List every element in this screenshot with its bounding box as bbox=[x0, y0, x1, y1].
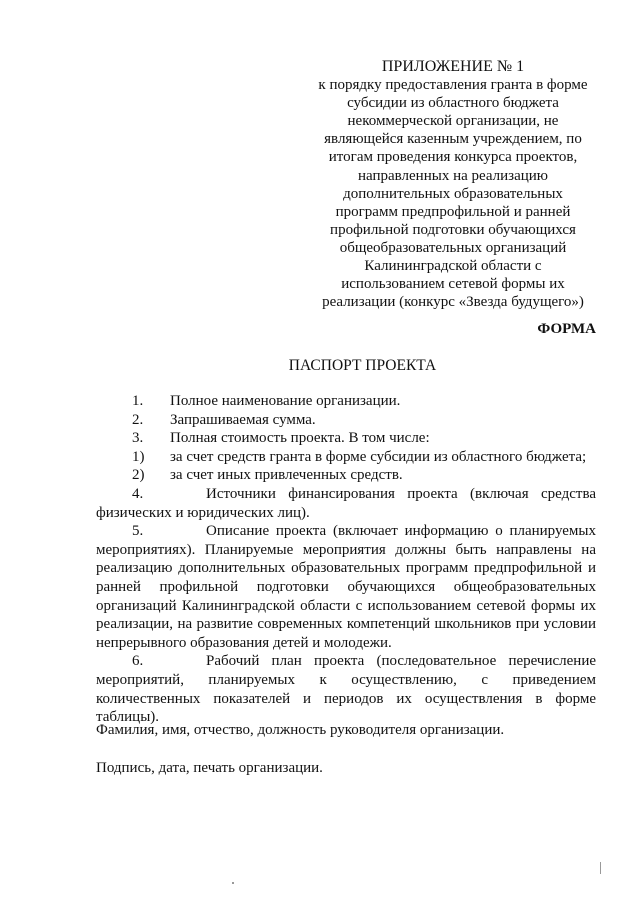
appendix-line: являющейся казенным учреждением, по bbox=[324, 131, 582, 148]
paragraph-text: Рабочий план проекта (последовательное перечисление мероприятий, планируемых к осуществлению, с приведением количественных показателей и периодов их осуществления в форме таблицы). bbox=[96, 653, 596, 726]
paragraph-item bbox=[96, 522, 596, 652]
paragraph-number: 6. bbox=[132, 653, 144, 670]
item-number: 3. bbox=[132, 430, 144, 447]
appendix-line: субсидии из областного бюджета bbox=[347, 95, 559, 112]
appendix-line: использованием сетевой формы их bbox=[341, 276, 565, 293]
paragraph-text: Источники финансирования проекта (включая средства физических и юридических лиц). bbox=[96, 485, 596, 521]
appendix-line: реализации (конкурс «Звезда будущего») bbox=[322, 294, 584, 311]
appendix-line: направленных на реализацию bbox=[357, 167, 548, 184]
appendix-line: итогам проведения конкурса проектов, bbox=[328, 149, 578, 166]
paragraph-text: Описание проекта (включает информацию о планируемых мероприятиях). Планируемые мероприятия должны быть направлены на реализацию дополнительных образовательных программ предпрофильной и ранней профильной подготовки обучающихся общеобразовательных организаций Калининградской области с использованием сетевой формы их реализации, на развитие современных компетенций школьников при условии непрерывного образования детей и молодежи. bbox=[96, 523, 596, 651]
list-item bbox=[96, 448, 596, 467]
item-number: 2. bbox=[132, 411, 144, 428]
item-text: Запрашиваемая сумма. bbox=[170, 411, 316, 428]
appendix-line: общеобразовательных организаций bbox=[339, 239, 567, 256]
document-title: ПАСПОРТ ПРОЕКТА bbox=[288, 357, 437, 374]
paragraph-number: 4. bbox=[132, 485, 144, 502]
list-item bbox=[96, 466, 596, 485]
paragraph-item bbox=[96, 485, 596, 522]
appendix-line: некоммерческой организации, не bbox=[347, 113, 559, 130]
form-label: ФОРМА bbox=[537, 321, 596, 337]
paragraph-number: 5. bbox=[132, 523, 144, 540]
appendix-line: к порядку предоставления гранта в форме bbox=[318, 77, 588, 94]
item-text: Полная стоимость проекта. В том числе: bbox=[170, 430, 430, 447]
item-text: Полное наименование организации. bbox=[170, 393, 401, 409]
passport-body bbox=[96, 392, 596, 727]
appendix-line: Калининградской области с bbox=[364, 258, 542, 275]
appendix-line: профильной подготовки обучающихся bbox=[330, 221, 576, 238]
item-number: 2) bbox=[132, 467, 145, 484]
paragraph-item bbox=[96, 652, 596, 726]
appendix-title: ПРИЛОЖЕНИЕ № 1 bbox=[381, 58, 525, 75]
item-text: за счет средств гранта в форме субсидии из областного бюджета; bbox=[170, 448, 587, 465]
list-item bbox=[96, 392, 596, 411]
appendix-line: дополнительных образовательных bbox=[343, 185, 563, 202]
item-number: 1. bbox=[132, 393, 144, 409]
stamp-line: Подпись, дата, печать организации. bbox=[96, 760, 323, 776]
item-text: за счет иных привлеченных средств. bbox=[170, 467, 403, 484]
list-item bbox=[96, 429, 596, 448]
item-number: 1) bbox=[132, 448, 145, 465]
signature-line: Фамилия, имя, отчество, должность руководителя организации. bbox=[96, 722, 505, 738]
scan-mark bbox=[600, 862, 601, 874]
list-item bbox=[96, 411, 596, 430]
appendix-line: программ предпрофильной и ранней bbox=[335, 203, 571, 220]
appendix-header bbox=[308, 58, 598, 311]
scan-mark bbox=[232, 882, 234, 884]
